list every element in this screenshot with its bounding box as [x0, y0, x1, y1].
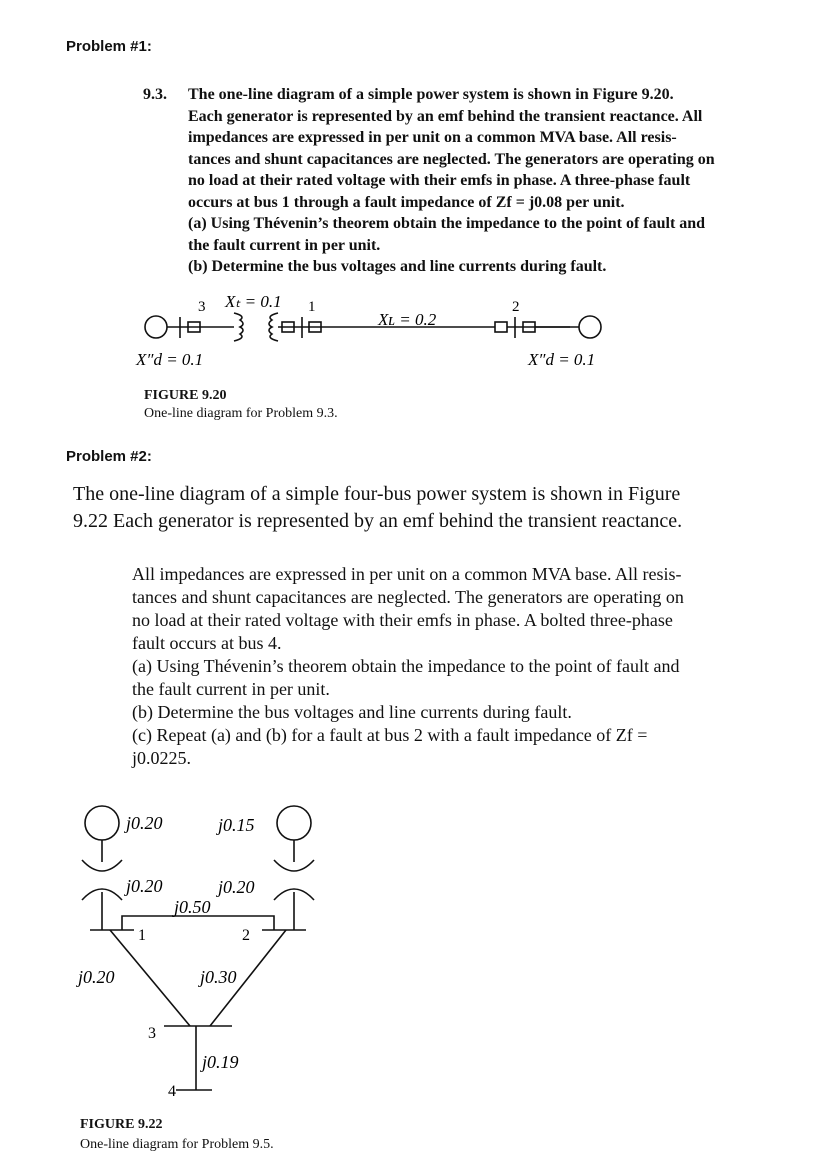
figure-9-20-title: FIGURE 9.20	[144, 388, 227, 403]
xt-label: Xₜ = 0.1	[225, 292, 282, 311]
bus-4-label: 4	[168, 1083, 176, 1100]
transformer-right-reactance: j0.20	[218, 877, 255, 897]
problem2-body	[132, 563, 772, 770]
bus-2-label: 2	[512, 299, 520, 315]
problem2-intro-line: 9.22 Each generator is represented by an emf behind the transient reactance.	[73, 510, 683, 532]
problem1-line: (a) Using Thévenin’s theorem obtain the impedance to the point of fault and	[188, 215, 706, 232]
generator-left-icon	[85, 806, 119, 840]
figure-9-22-diagram	[72, 798, 332, 1108]
line-1-3	[110, 930, 190, 1026]
figure-9-22-caption: One-line diagram for Problem 9.5.	[80, 1137, 274, 1152]
gen-right-reactance: j0.15	[218, 815, 255, 835]
generator-left-icon	[145, 316, 167, 338]
xd-right-label: X″d = 0.1	[528, 350, 596, 369]
line-1-2-reactance: j0.50	[174, 897, 211, 917]
problem2-body-line: (a) Using Thévenin’s theorem obtain the impedance to the point of fault and	[132, 656, 680, 676]
problem2-body-line: the fault current in per unit.	[132, 679, 330, 699]
problem1-line: the fault current in per unit.	[188, 236, 381, 254]
problem2-heading: Problem #2:	[66, 448, 152, 465]
transformer-left-reactance: j0.20	[126, 876, 163, 896]
transformer-primary-coil-icon	[228, 313, 243, 341]
bus-1-label: 1	[138, 927, 146, 944]
problem1-number: 9.3.	[143, 86, 167, 103]
problem1-heading: Problem #1:	[66, 38, 152, 55]
xl-label: Xʟ = 0.2	[378, 310, 437, 329]
figure-9-20-caption: One-line diagram for Problem 9.3.	[144, 406, 338, 421]
problem2-body-line: tances and shunt capacitances are neglected. The generators are operating on	[132, 587, 684, 607]
line-2-3-reactance: j0.30	[200, 967, 237, 987]
problem2-body-line: j0.0225.	[132, 748, 192, 768]
line-1-3-reactance: j0.20	[78, 967, 115, 987]
figure-9-22-title: FIGURE 9.22	[80, 1117, 163, 1132]
problem1-line: impedances are expressed in per unit on a common MVA base. All resis-	[188, 129, 677, 146]
problem2-body-line: no load at their rated voltage with their emfs in phase. A bolted three-phase	[132, 610, 673, 630]
problem1-line: Each generator is represented by an emf behind the transient reactance. All	[188, 107, 703, 125]
breaker-right-1-icon	[495, 322, 507, 332]
generator-right-icon	[277, 806, 311, 840]
problem2-body-line: fault occurs at bus 4.	[132, 633, 282, 653]
bus-3-label: 3	[198, 299, 206, 315]
problem1-line: The one-line diagram of a simple power system is shown in Figure 9.20.	[188, 86, 674, 103]
bus-3-label: 3	[148, 1025, 156, 1042]
xd-left-label: X″d = 0.1	[136, 350, 204, 369]
problem2-body-line: (b) Determine the bus voltages and line currents during fault.	[132, 702, 572, 722]
bus-1-label: 1	[308, 299, 316, 315]
transformer-secondary-coil-icon	[269, 313, 278, 341]
figure-9-20-diagram	[130, 285, 620, 380]
problem2-intro	[73, 481, 773, 535]
bus-2-label: 2	[242, 927, 250, 944]
gen-left-reactance: j0.20	[126, 813, 163, 833]
line-3-4-reactance: j0.19	[202, 1052, 239, 1072]
problem1-line: tances and shunt capacitances are neglected. The generators are operating on	[188, 150, 715, 168]
generator-right-icon	[579, 316, 601, 338]
problem2-intro-line: The one-line diagram of a simple four-bus power system is shown in Figure	[73, 483, 681, 505]
problem1-line: no load at their rated voltage with their emfs in phase. A three-phase fault	[188, 172, 691, 189]
problem2-body-line: All impedances are expressed in per unit on a common MVA base. All resis-	[132, 564, 682, 584]
problem2-body-line: (c) Repeat (a) and (b) for a fault at bus 2 with a fault impedance of Zf =	[132, 725, 648, 745]
problem1-text	[143, 84, 768, 278]
problem1-line: (b) Determine the bus voltages and line currents during fault.	[188, 258, 607, 275]
problem1-line: occurs at bus 1 through a fault impedance of Zf = j0.08 per unit.	[188, 193, 625, 211]
